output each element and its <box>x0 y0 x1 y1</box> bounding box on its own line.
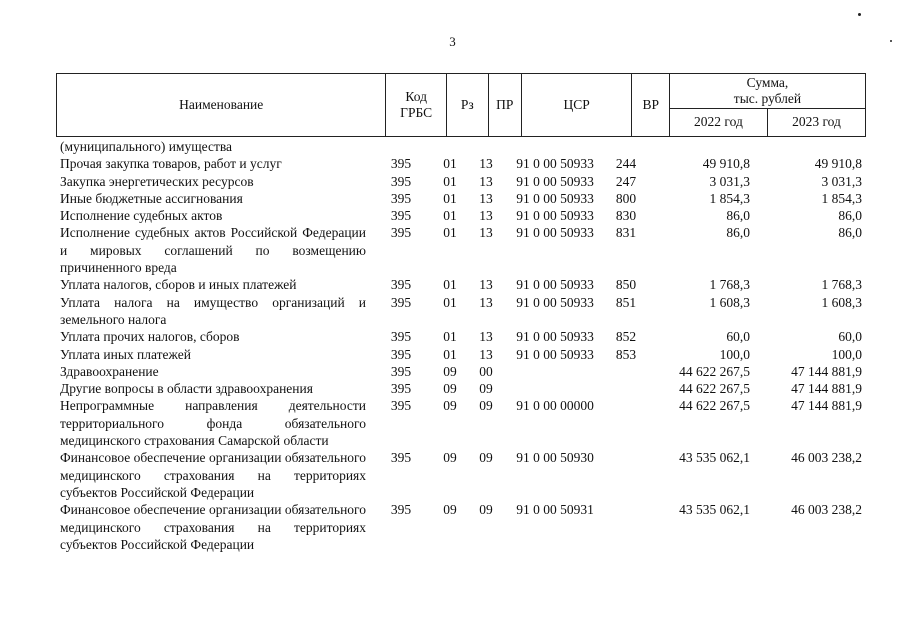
table-row <box>60 501 866 553</box>
row-grbs: 395 <box>390 398 412 414</box>
row-rz: 09 <box>443 502 457 518</box>
row-grbs: 395 <box>390 346 412 362</box>
table-row <box>60 380 866 397</box>
row-vr: 851 <box>615 294 637 310</box>
row-name: Уплата налогов, сборов и иных платежей <box>60 277 297 293</box>
row-sum-2023: 47 144 881,9 <box>791 398 863 414</box>
row-pr: 09 <box>479 381 493 397</box>
row-vr <box>608 380 644 397</box>
row-csr: 91 0 00 50933 <box>516 173 594 189</box>
row-sum-2022: 43 535 062,1 <box>679 450 750 466</box>
table-row <box>60 328 866 345</box>
row-name: Финансовое обеспечение организации обязательного медицинского страхования на территориях субъектов Российской Федерации <box>60 502 366 552</box>
row-csr: 91 0 00 50933 <box>516 346 594 362</box>
row-grbs: 395 <box>390 294 412 310</box>
row-sum-2023: 49 910,8 <box>814 156 863 172</box>
scan-speck <box>858 13 861 16</box>
table-row <box>60 173 866 190</box>
header-year-2023: 2023 год <box>767 108 865 136</box>
row-vr: 830 <box>615 208 637 224</box>
header-rz: Рз <box>446 74 488 137</box>
row-csr: 91 0 00 50931 <box>516 502 594 518</box>
row-vr <box>608 363 644 380</box>
row-name: Исполнение судебных актов Российской Федерации и мировых соглашений по возмещению причиненного вреда <box>60 225 366 276</box>
row-grbs: 395 <box>390 225 412 241</box>
row-sum-2023: 1 854,3 <box>821 190 863 206</box>
row-name: Непрограммные направления деятельности территориального фонда обязательного медицинского страхования Самарской области <box>60 398 366 449</box>
row-sum-2023: 46 003 238,2 <box>791 450 863 466</box>
row-pr: 13 <box>479 208 493 224</box>
row-pr: 13 <box>479 346 493 362</box>
scan-speck <box>890 40 892 42</box>
row-name: Финансовое обеспечение организации обязательного медицинского страхования на территориях субъектов Российской Федерации <box>60 450 366 500</box>
row-grbs: 395 <box>390 450 412 466</box>
row-rz: 09 <box>443 381 457 397</box>
row-csr: 91 0 00 50933 <box>516 190 594 206</box>
row-pr: 13 <box>479 294 493 310</box>
row-name: Уплата прочих налогов, сборов <box>60 329 240 345</box>
row-pr: 09 <box>479 450 493 466</box>
row-sum-2022: 49 910,8 <box>702 156 750 172</box>
header-grbs-line2: ГРБС <box>400 105 433 120</box>
row-pr: 13 <box>479 329 493 345</box>
row-sum-2022: 60,0 <box>726 329 750 345</box>
row-rz: 01 <box>443 190 457 206</box>
row-sum-2023: 1 768,3 <box>821 277 863 293</box>
row-vr: 244 <box>615 156 637 172</box>
row-pr: 00 <box>479 363 493 379</box>
table-row <box>60 363 866 380</box>
row-sum-2022: 43 535 062,1 <box>679 502 750 518</box>
row-sum-2023: 60,0 <box>838 329 863 345</box>
row-vr: 800 <box>615 190 637 206</box>
budget-table <box>60 138 866 553</box>
row-grbs: 395 <box>390 208 412 224</box>
row-sum-2022: 100,0 <box>719 346 750 362</box>
row-vr: 850 <box>615 277 637 293</box>
table-row <box>60 449 866 501</box>
row-sum-2022: 44 622 267,5 <box>679 363 750 379</box>
row-grbs: 395 <box>390 277 412 293</box>
row-sum-2023: 47 144 881,9 <box>791 381 863 397</box>
row-rz: 01 <box>443 208 457 224</box>
row-sum-2023: 3 031,3 <box>821 173 863 189</box>
row-name: Исполнение судебных актов <box>60 208 223 224</box>
table-row <box>60 207 866 224</box>
row-sum-2023: 86,0 <box>838 208 863 224</box>
table-row <box>60 155 866 172</box>
row-sum-2022: 44 622 267,5 <box>679 381 750 397</box>
table-row <box>60 397 866 449</box>
row-grbs: 395 <box>390 502 412 518</box>
row-vr: 247 <box>615 173 637 189</box>
row-vr <box>608 449 644 501</box>
row-rz: 01 <box>443 225 457 241</box>
row-rz: 01 <box>443 173 457 189</box>
header-vr: ВР <box>632 74 670 137</box>
header-sum-line2: тыс. рублей <box>733 90 802 106</box>
row-name: Здравоохранение <box>60 363 159 379</box>
header-year-2022: 2022 год <box>669 108 767 136</box>
row-pr: 09 <box>479 398 493 414</box>
row-sum-2023: 100,0 <box>831 346 863 362</box>
row-pr: 09 <box>479 502 493 518</box>
row-rz: 09 <box>443 398 457 414</box>
row-pr: 13 <box>479 190 493 206</box>
row-name: Другие вопросы в области здравоохранения <box>60 381 313 397</box>
row-sum-2022: 3 031,3 <box>709 173 750 189</box>
row-name: Уплата иных платежей <box>60 346 191 362</box>
row-sum-2022: 1 608,3 <box>709 294 750 310</box>
row-csr: 91 0 00 50933 <box>516 225 594 241</box>
row-csr: 91 0 00 50930 <box>516 450 594 466</box>
header-sum <box>669 74 865 109</box>
row-csr: 91 0 00 50933 <box>516 156 594 172</box>
row-csr: 91 0 00 50933 <box>516 294 594 310</box>
row-name: Закупка энергетических ресурсов <box>60 173 254 189</box>
row-sum-2023: 86,0 <box>838 225 863 241</box>
row-name: Прочая закупка товаров, работ и услуг <box>60 156 282 172</box>
continuation-row <box>60 138 866 155</box>
row-grbs: 395 <box>390 173 412 189</box>
row-csr: 91 0 00 50933 <box>516 208 594 224</box>
row-vr <box>608 501 644 553</box>
table-row <box>60 190 866 207</box>
page-number: 3 <box>449 34 456 49</box>
header-pr: ПР <box>488 74 521 137</box>
row-sum-2023: 46 003 238,2 <box>791 502 863 518</box>
row-rz: 01 <box>443 277 457 293</box>
row-vr: 852 <box>615 329 637 345</box>
table-row <box>60 276 866 293</box>
row-csr: 91 0 00 50933 <box>516 329 594 345</box>
row-vr: 831 <box>615 225 637 241</box>
header-grbs-line1: Код <box>405 89 427 104</box>
row-vr <box>608 397 644 449</box>
table-row <box>60 294 866 329</box>
row-rz: 01 <box>443 156 457 172</box>
continuation-text: (муниципального) имущества <box>60 139 233 154</box>
row-sum-2022: 44 622 267,5 <box>679 398 750 414</box>
row-sum-2022: 1 854,3 <box>709 190 750 206</box>
row-name: Иные бюджетные ассигнования <box>60 190 243 206</box>
row-rz: 09 <box>443 450 457 466</box>
header-sum-line1: Сумма, <box>746 74 789 90</box>
row-csr: 91 0 00 50933 <box>516 277 594 293</box>
row-csr <box>502 380 608 397</box>
row-vr: 853 <box>615 346 637 362</box>
row-grbs: 395 <box>390 156 412 172</box>
row-name: Уплата налога на имущество организаций и земельного налога <box>60 294 366 327</box>
row-grbs: 395 <box>390 381 412 397</box>
row-sum-2022: 1 768,3 <box>709 277 750 293</box>
table-row <box>60 346 866 363</box>
row-rz: 01 <box>443 329 457 345</box>
header-csr: ЦСР <box>521 74 632 137</box>
row-pr: 13 <box>479 225 493 241</box>
row-pr: 13 <box>479 173 493 189</box>
row-rz: 01 <box>443 294 457 310</box>
table-header <box>56 73 866 137</box>
header-grbs <box>386 74 446 137</box>
header-name: Наименование <box>57 74 386 137</box>
row-rz: 09 <box>443 363 457 379</box>
row-pr: 13 <box>479 277 493 293</box>
row-grbs: 395 <box>390 190 412 206</box>
table-row <box>60 224 866 276</box>
row-pr: 13 <box>479 156 493 172</box>
row-sum-2023: 47 144 881,9 <box>791 363 863 379</box>
row-csr <box>502 363 608 380</box>
row-rz: 01 <box>443 346 457 362</box>
row-grbs: 395 <box>390 363 412 379</box>
row-sum-2023: 1 608,3 <box>821 294 863 310</box>
row-grbs: 395 <box>390 329 412 345</box>
row-csr: 91 0 00 00000 <box>516 398 594 414</box>
row-sum-2022: 86,0 <box>726 208 750 224</box>
row-sum-2022: 86,0 <box>726 225 750 241</box>
